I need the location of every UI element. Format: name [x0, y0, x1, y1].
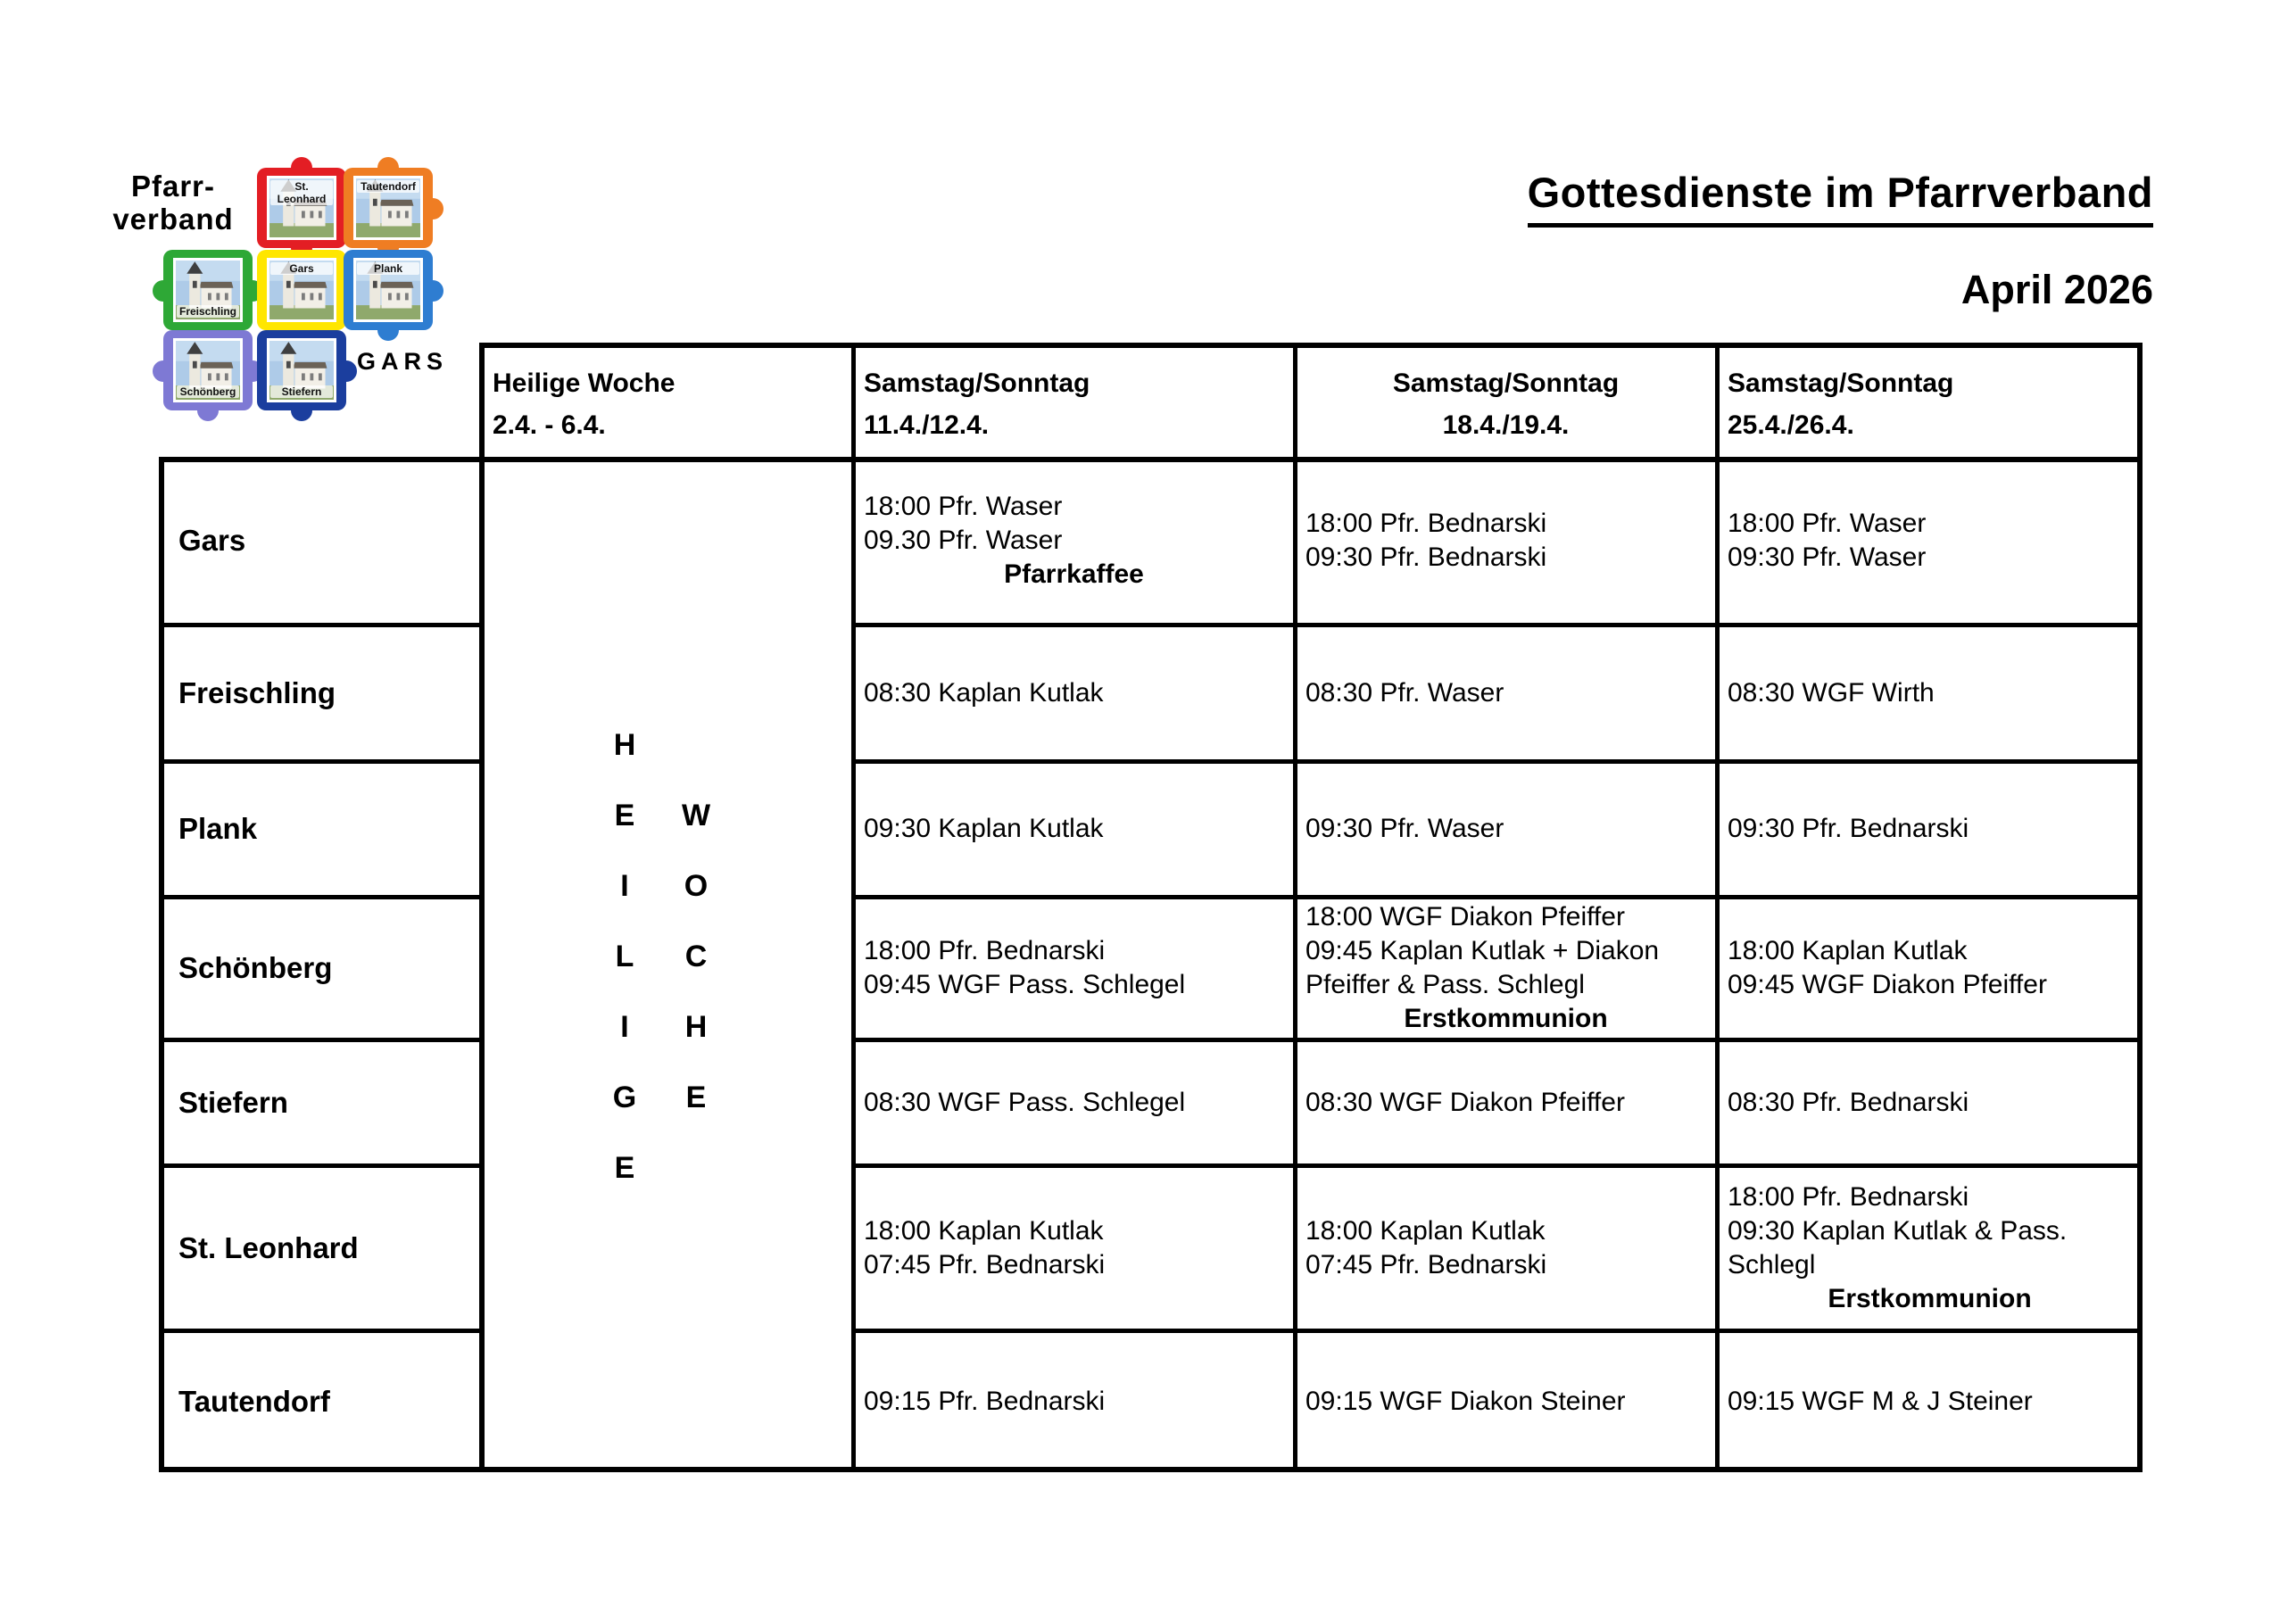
- schedule-entry: 09:45 WGF Diakon Pfeiffer: [1728, 970, 2047, 999]
- schedule-cell: [1728, 761, 2132, 897]
- schedule-table: [159, 343, 2143, 1472]
- schedule-entry: 08:30 Pfr. Waser: [1305, 677, 1504, 708]
- piece-label: Schönberg: [177, 385, 239, 398]
- schedule-cell: [1305, 457, 1706, 625]
- schedule-entry: 09:30 Pfr. Bednarski: [1728, 814, 1969, 843]
- schedule-entry: 08:30 Pfr. Bednarski: [1728, 1087, 1969, 1117]
- schedule-entry: 08:30 WGF Pass. Schlegel: [864, 1087, 1186, 1117]
- schedule-entry: 08:30 Kaplan Kutlak: [864, 677, 1104, 708]
- logo-wordmark-line1: Pfarr-: [130, 170, 216, 203]
- schedule-cell: [864, 457, 1284, 625]
- puzzle-piece-tautendorf: [344, 168, 433, 248]
- puzzle-piece-st-leonhard: [257, 168, 346, 248]
- table-vline: [851, 343, 856, 1472]
- schedule-cell: [1305, 897, 1706, 1039]
- schedule-cell: [864, 897, 1284, 1039]
- header-line2: 18.4./19.4.: [1442, 410, 1570, 440]
- header-cell-4: [1728, 348, 2132, 451]
- puzzle-piece-plank: [344, 250, 433, 330]
- schedule-entry: 09:30 Kaplan Kutlak & Pass. Schlegl: [1728, 1215, 2068, 1279]
- schedule-cell: [1305, 1330, 1706, 1472]
- schedule-cell: [1728, 1330, 2132, 1472]
- schedule-entry: 09.30 Pfr. Waser: [864, 526, 1063, 555]
- header-line1: Samstag/Sonntag: [1392, 368, 1620, 398]
- header-line1: Heilige Woche: [493, 368, 676, 398]
- knob-bottom: [377, 319, 399, 341]
- schedule-cell: [1728, 457, 2132, 625]
- logo-wordmark: [96, 170, 250, 236]
- location-cell: Gars: [178, 524, 246, 557]
- piece-label: St. Leonhard: [270, 180, 333, 205]
- piece-label: Stiefern: [270, 385, 333, 398]
- header-cell-3: [1305, 348, 1706, 451]
- heilige-letter: I: [620, 1010, 629, 1044]
- woche-letter: C: [684, 940, 708, 973]
- location-cell: Plank: [178, 812, 258, 845]
- header-cell-2: [864, 348, 1284, 451]
- schedule-entry: 09:30 Kaplan Kutlak: [864, 814, 1104, 843]
- schedule-entry: Erstkommunion: [1404, 1004, 1608, 1033]
- schedule-entry: 18:00 Kaplan Kutlak: [1728, 936, 1968, 965]
- heilige-letter: E: [614, 1151, 635, 1185]
- location-cell: Freischling: [178, 675, 336, 709]
- knob-right: [422, 280, 443, 302]
- schedule-cell: [864, 1330, 1284, 1472]
- church-photo: [267, 258, 336, 322]
- header-cell-1: [493, 348, 842, 451]
- schedule-entry: 09:45 Kaplan Kutlak + Diakon Pfeiffer & Pass. Schlegl: [1305, 936, 1660, 999]
- schedule-entry: 18:00 Kaplan Kutlak: [1305, 1215, 1546, 1246]
- header-line2: 2.4. - 6.4.: [493, 410, 606, 440]
- location-cell: St. Leonhard: [178, 1230, 359, 1264]
- heilige-letter: H: [613, 728, 636, 762]
- schedule-entry: 18:00 Pfr. Bednarski: [1305, 509, 1547, 538]
- schedule-entry: 09:15 WGF M & J Steiner: [1728, 1386, 2033, 1416]
- woche-letter-column: [660, 781, 732, 1133]
- logo-wordmark-line2: verband: [112, 203, 234, 236]
- schedule-entry: 18:00 Pfr. Waser: [1728, 509, 1927, 538]
- heilige-letter: L: [615, 940, 634, 973]
- location-cell: Schönberg: [178, 951, 333, 984]
- table-right-border: [2137, 343, 2143, 1472]
- month-title: April 2026: [1960, 267, 2153, 312]
- church-photo: [353, 176, 423, 240]
- schedule-entry: 18:00 Pfr. Bednarski: [864, 936, 1106, 965]
- knob-right: [422, 198, 443, 219]
- heilige-letter: I: [620, 869, 629, 903]
- table-vline: [1715, 343, 1720, 1472]
- knob-left: [153, 280, 174, 302]
- schedule-entry: Erstkommunion: [1828, 1283, 2032, 1313]
- schedule-entry: 09:15 Pfr. Bednarski: [864, 1386, 1106, 1416]
- heilige-letter: E: [614, 799, 635, 832]
- schedule-entry: 18:00 Pfr. Waser: [864, 492, 1063, 521]
- schedule-entry: 09:45 WGF Pass. Schlegel: [864, 970, 1186, 999]
- piece-label: Freischling: [177, 305, 239, 318]
- header-line2: 25.4./26.4.: [1728, 410, 1854, 440]
- table-vline: [1293, 343, 1297, 1472]
- puzzle-piece-gars: [257, 250, 346, 330]
- church-photo: [173, 258, 243, 322]
- schedule-cell: [1728, 897, 2132, 1039]
- logo-gars-label: GARS: [357, 348, 449, 375]
- location-cell: Tautendorf: [178, 1384, 330, 1418]
- schedule-entry: 09:15 WGF Diakon Steiner: [1305, 1386, 1626, 1416]
- table-vline: [479, 343, 485, 1472]
- schedule-entry: 18:00 WGF Diakon Pfeiffer: [1305, 902, 1625, 932]
- heilige-letter: G: [612, 1081, 637, 1114]
- puzzle-piece-freischling: [163, 250, 253, 330]
- header-line2: 11.4./12.4.: [864, 410, 990, 440]
- woche-letter: H: [684, 1010, 708, 1044]
- church-photo: [353, 258, 423, 322]
- schedule-cell: [1305, 625, 1706, 761]
- title-block: [1528, 168, 2153, 313]
- heilige-letter-column: [589, 710, 660, 1204]
- woche-letter: O: [684, 869, 709, 903]
- schedule-cell: [1728, 1039, 2132, 1165]
- schedule-cell: [864, 625, 1284, 761]
- piece-label: Plank: [357, 262, 419, 275]
- schedule-entry: 09:30 Pfr. Waser: [1728, 542, 1927, 572]
- schedule-entry: 18:00 Pfr. Bednarski: [1728, 1181, 1969, 1212]
- schedule-entry: 09:30 Pfr. Bednarski: [1305, 542, 1547, 572]
- schedule-entry: 07:45 Pfr. Bednarski: [864, 1249, 1106, 1279]
- schedule-cell: [1305, 761, 1706, 897]
- schedule-entry: 08:30 WGF Wirth: [1728, 677, 1935, 708]
- schedule-cell: [864, 1165, 1284, 1330]
- header-line1: Samstag/Sonntag: [864, 368, 1090, 398]
- schedule-entry: 18:00 Kaplan Kutlak: [864, 1215, 1104, 1246]
- table-left-border: [159, 457, 164, 1472]
- schedule-entry: Pfarrkaffee: [1004, 559, 1144, 589]
- schedule-cell: [1728, 1165, 2132, 1330]
- church-photo: [267, 176, 336, 240]
- piece-label: Gars: [270, 262, 333, 275]
- schedule-cell: [864, 761, 1284, 897]
- schedule-entry: 08:30 WGF Diakon Pfeiffer: [1305, 1087, 1625, 1117]
- schedule-entry: 09:30 Pfr. Waser: [1305, 814, 1504, 843]
- schedule-entry: 07:45 Pfr. Bednarski: [1305, 1249, 1547, 1279]
- header-line1: Samstag/Sonntag: [1728, 368, 1954, 398]
- page-title: Gottesdienste im Pfarrverband: [1528, 168, 2153, 228]
- schedule-cell: [1728, 625, 2132, 761]
- location-cell: Stiefern: [178, 1085, 288, 1119]
- schedule-cell: [1305, 1039, 1706, 1165]
- woche-letter: W: [681, 799, 711, 832]
- schedule-cell: [864, 1039, 1284, 1165]
- woche-letter: E: [685, 1081, 707, 1114]
- schedule-cell: [1305, 1165, 1706, 1330]
- piece-label: Tautendorf: [357, 180, 419, 193]
